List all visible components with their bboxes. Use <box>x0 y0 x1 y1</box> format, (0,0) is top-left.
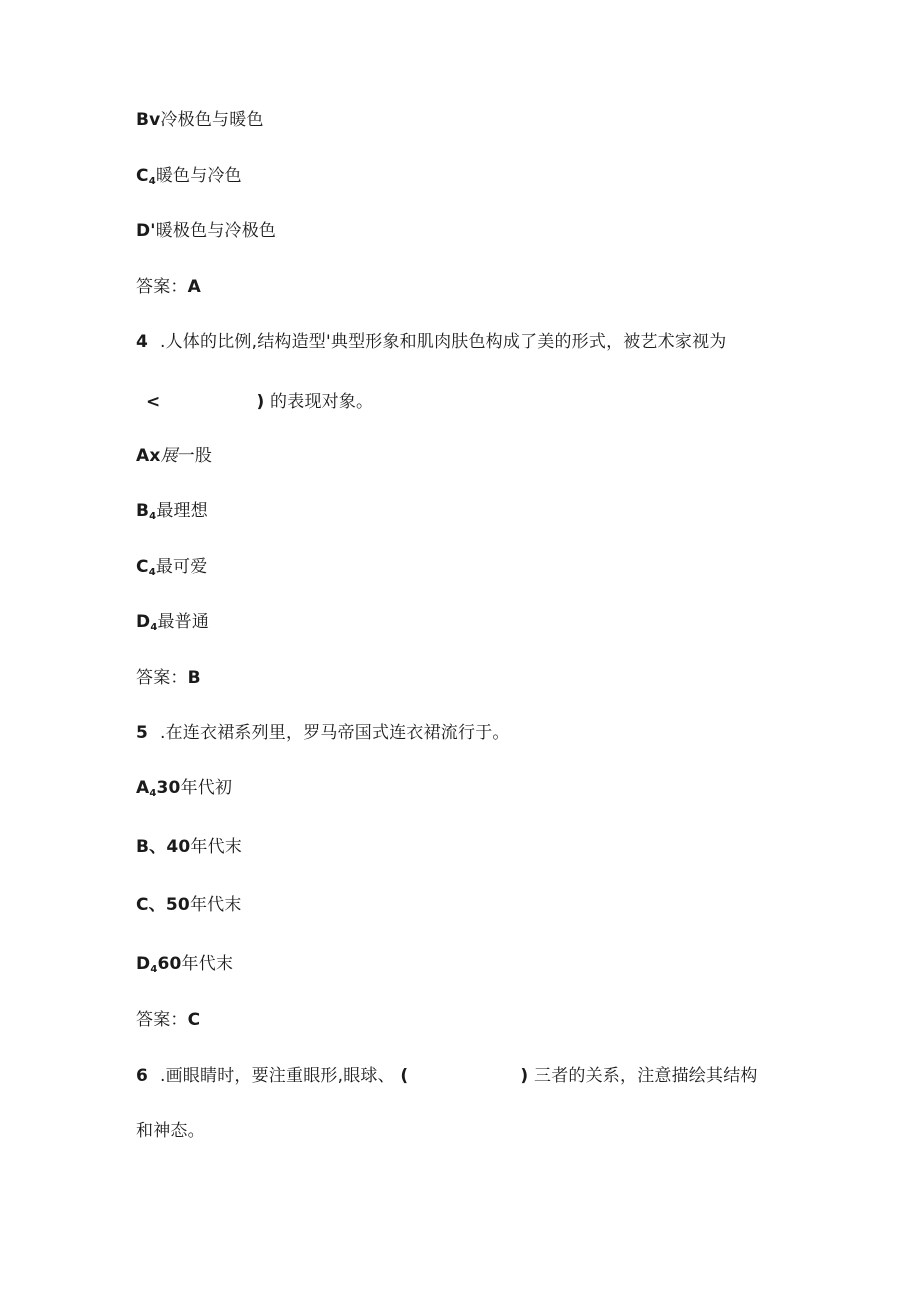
question-stem: .画眼睛时，要注重眼形,眼球、 <box>160 1066 395 1086</box>
q5-option-c <box>136 894 242 916</box>
q3-option-c <box>136 165 242 193</box>
q6-stem-line2 <box>136 1120 205 1142</box>
q4-option-a <box>136 445 212 467</box>
option-text-italic: 展 <box>160 446 178 466</box>
option-marker-sub: 4 <box>149 511 157 522</box>
option-number: 60 <box>157 954 182 974</box>
question-number: 6 <box>136 1066 149 1086</box>
option-marker: B <box>136 501 150 521</box>
q5-stem <box>136 722 510 744</box>
option-text: 一股 <box>177 446 213 466</box>
answer-value: A <box>187 277 201 297</box>
q3-option-d <box>136 220 276 242</box>
option-text: 最理想 <box>156 501 208 521</box>
option-marker: D' <box>136 221 156 241</box>
option-text: 冷极色与暖色 <box>160 110 264 130</box>
q4-stem-line2 <box>146 391 373 413</box>
option-number: 40 <box>166 837 191 857</box>
question-stem: .在连衣裙系列里，罗马帝国式连衣裙流行于。 <box>160 723 510 743</box>
q3-option-b <box>136 109 264 131</box>
q5-option-a <box>136 777 232 805</box>
option-marker-sub: 4 <box>148 567 156 578</box>
option-marker-sub: 4 <box>148 176 156 187</box>
answer-value: C <box>187 1010 201 1030</box>
option-number: 50 <box>165 895 190 915</box>
question-stem-rest: 三者的关系，注意描绘其结构 <box>534 1066 758 1086</box>
option-marker: B、 <box>136 837 167 857</box>
q4-option-d <box>136 611 209 639</box>
option-text: 年代末 <box>189 895 242 915</box>
option-marker: C、 <box>136 895 166 915</box>
blank-open: < <box>146 392 161 412</box>
option-text: 暖极色与冷极色 <box>155 221 277 241</box>
answer-value: B <box>187 668 201 688</box>
option-marker: D <box>136 612 151 632</box>
option-marker-sub: 4 <box>149 788 157 799</box>
option-text: 最可爱 <box>155 557 208 577</box>
option-marker: Bv <box>136 110 161 130</box>
q4-answer <box>136 667 201 689</box>
q5-option-b <box>136 836 242 858</box>
answer-label: 答案： <box>136 277 188 297</box>
answer-label: 答案： <box>136 668 188 688</box>
question-number: 5 <box>136 723 149 743</box>
option-number: 30 <box>156 778 181 798</box>
option-text: 年代末 <box>190 837 243 857</box>
option-marker: D <box>136 954 151 974</box>
q4-option-c <box>136 556 207 584</box>
q5-option-d <box>136 953 233 981</box>
option-text: 年代初 <box>180 778 233 798</box>
option-text: 年代末 <box>181 954 234 974</box>
blank-open: ( <box>400 1066 409 1086</box>
option-marker: A <box>136 778 150 798</box>
q4-stem-line1 <box>136 331 726 353</box>
option-text: 暖色与冷色 <box>155 166 242 186</box>
question-stem-continued: 和神态。 <box>136 1121 205 1141</box>
q3-answer <box>136 276 201 298</box>
blank-close: ) <box>520 1066 529 1086</box>
q5-answer <box>136 1009 200 1031</box>
q4-option-b <box>136 500 208 528</box>
option-text: 最普通 <box>157 612 210 632</box>
question-number: 4 <box>136 332 149 352</box>
q6-stem-line1 <box>136 1065 758 1087</box>
option-marker: C <box>136 166 149 186</box>
question-stem-rest: 的表现对象。 <box>270 392 374 412</box>
option-marker: C <box>136 557 149 577</box>
question-stem: .人体的比例,结构造型'典型形象和肌肉肤色构成了美的形式，被艺术家视为 <box>160 332 727 352</box>
option-marker-sub: 4 <box>150 964 158 975</box>
option-marker: Ax <box>136 446 161 466</box>
option-marker-sub: 4 <box>150 622 158 633</box>
answer-label: 答案： <box>136 1010 188 1030</box>
blank-close: ) <box>256 392 265 412</box>
